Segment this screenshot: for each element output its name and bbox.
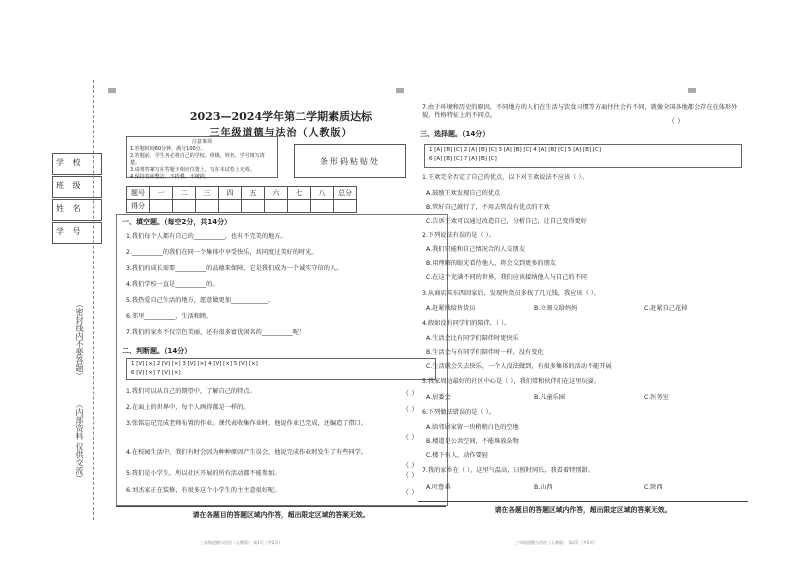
- choice-option[interactable]: C.告诉王欢可以通过改造自己，分析自己，让自己变得更好: [426, 218, 587, 225]
- choice-option[interactable]: C.楼下有人，动作要轻: [426, 452, 488, 459]
- choice-option[interactable]: A.生活会比有同学们陪伴时更快乐: [426, 335, 519, 342]
- choice-option[interactable]: B.儿童乐园: [534, 394, 565, 401]
- judge-question: 5.我们是小学生，所以社区开展的所有活动都不能参加。: [126, 470, 281, 477]
- score-cell[interactable]: [288, 200, 311, 213]
- score-cell: 七: [288, 187, 311, 200]
- score-cell: 四: [219, 187, 242, 200]
- choice-question: 5.我家周边最好的社区中心是（ ），我们常和伙伴们在这里玩耍。: [422, 378, 601, 385]
- notice-title: 注意事项: [191, 139, 212, 145]
- bottom-notice: 请在各题目的答题区域内作答，超出限定区域的答案无效。: [116, 506, 446, 519]
- seal-dashed-line: [93, 80, 94, 520]
- exam-title: 2023—2024学年第二学期素质达标: [189, 110, 373, 123]
- barcode-area: 条形码粘贴处: [294, 144, 406, 178]
- choice-option[interactable]: A.我们只能和自己情况合的人交朋友: [426, 246, 525, 253]
- judge-grid-row: 1 [V] [×] 2 [V] [×] 3 [V] [×] 4 [V] [×] 5 [V] [×]: [131, 361, 258, 367]
- score-cell: 总分: [334, 187, 357, 200]
- fill-question: 7.我们的家乡不仅宗色美丽，还有很多富优闲名的__________呢！: [126, 329, 306, 336]
- class-label: 班 级: [56, 181, 84, 190]
- score-cell[interactable]: [311, 200, 334, 213]
- score-value-row: [127, 200, 357, 213]
- judge-question: 4.在校园生活中，我们有时会因为种种原因产生误会，他说完成作业时发生了有些同学。: [126, 449, 368, 456]
- notice-line: 2.答题前，学生务必将自己的学校、班级、姓名、学号填写清楚。: [130, 153, 265, 166]
- page-footer: 三年级道德与法治（人教版） 第1页（共2页）: [200, 540, 283, 545]
- choice-question: 2.下列说法有误的是（ ）。: [422, 232, 495, 239]
- fill-question: 4.我们学校一直是__________的。: [126, 281, 219, 288]
- choice-question: 7.我的家乡在（ ），这里气温高，日照时间长，我看着特别甜。: [422, 467, 594, 474]
- choice-option[interactable]: A.吐鲁番: [426, 484, 451, 491]
- choice-option[interactable]: B.管好自己就行了，不用去管没有优点的王欢: [426, 204, 550, 211]
- page-footer: 三年级道德与法治（人教版） 第2页（共2页）: [515, 540, 598, 545]
- fill-question: 6.邻里__________，生活和睦。: [126, 313, 213, 320]
- section-judge-title: 二、判断题。（14分）: [122, 347, 192, 355]
- student-id-label: 学 号: [56, 227, 84, 236]
- score-cell: 得分: [127, 200, 150, 213]
- answer-paren[interactable]: （ ）: [402, 471, 419, 479]
- judge-answer-grid[interactable]: [126, 358, 436, 380]
- judge-question: 6.刘杰家正在装修，有很多这个小学生的主主意很好呢。: [126, 487, 281, 494]
- corner-mark: [396, 88, 404, 93]
- choice-question: 1.王欢完全否定了自己的优点，以下对王欢说法不应该（ ）。: [422, 174, 588, 181]
- corner-mark: [108, 88, 116, 93]
- exam-page-right: [414, 96, 752, 516]
- choice-grid-row: 1 [A] [B] [C] 2 [A] [B] [C] 3 [A] [B] [C] 4 [A] [B] [C] 5 [A] [B] [C]: [429, 147, 601, 153]
- choice-answer-grid[interactable]: [424, 144, 742, 168]
- score-cell: 题号: [127, 187, 150, 200]
- score-cell[interactable]: [196, 200, 219, 213]
- name-label: 姓 名: [56, 204, 84, 213]
- judge-question: 2.在面上的世界中，每个人画得都是一样的。: [126, 404, 250, 411]
- score-cell: 二: [173, 187, 196, 200]
- choice-question: 4.假如没有同学们的陪伴，（ ）。: [422, 320, 511, 327]
- judge-grid-row: 6 [V] [×] 7 [V] [×]: [131, 370, 181, 376]
- choice-option[interactable]: C.在这个充满不同的世界，我们应该接纳他人与自己的不同: [426, 274, 587, 281]
- choice-option[interactable]: C.赶紧自己花掉: [644, 305, 688, 312]
- score-cell[interactable]: [265, 200, 288, 213]
- choice-option[interactable]: C.陕西: [644, 484, 663, 491]
- school-label: 学 校: [56, 158, 84, 167]
- score-cell: 一: [150, 187, 173, 200]
- section-fill-title: 一、填空题。（每空2分，共14分）: [122, 218, 232, 226]
- exam-page-left: [112, 96, 450, 519]
- choice-question: 6.下列做法错误的是（ ）。: [422, 409, 495, 416]
- notice-line: 4.保持卷面整洁，不折叠，不破损。: [130, 174, 210, 180]
- choice-option[interactable]: A.居委会: [426, 394, 451, 401]
- notice-line: 3.请将答案写在答题卡相应位置上，写在本试卷上无效。: [130, 167, 255, 173]
- choice-option[interactable]: C.医务室: [644, 394, 669, 401]
- fill-question: 1.我们每个人都有自己的__________，也有不完美的地方。: [126, 233, 287, 240]
- score-cell[interactable]: [334, 200, 357, 213]
- choice-option[interactable]: A.给邻居家留一块稍稍白色的空地: [426, 424, 519, 431]
- score-cell: 三: [196, 187, 219, 200]
- score-cell[interactable]: [173, 200, 196, 213]
- score-header-row: [127, 187, 357, 200]
- fill-question: 5.我热爱自己生活的地方，愿意做更加____________。: [126, 297, 275, 304]
- answer-paren[interactable]: （ ）: [402, 433, 419, 441]
- choice-option[interactable]: B.楼道是公共空间，不能堆放杂物: [426, 438, 519, 445]
- notice-box: [126, 136, 278, 178]
- answer-paren[interactable]: （ ）: [402, 405, 419, 413]
- choice-option[interactable]: B.立刻交给妈妈: [534, 305, 578, 312]
- fill-question: 2.__________的我们在同一个集体中享受快乐，共同度过美好的时光。: [126, 249, 318, 256]
- choice-option[interactable]: A.鼓励王欢发现自己的优点: [426, 190, 501, 197]
- internal-note: （内部资料 仅供交流）: [75, 400, 84, 483]
- seal-line-text: （密封线内不要答题）: [75, 300, 84, 380]
- score-cell[interactable]: [242, 200, 265, 213]
- answer-paren[interactable]: （ ）: [402, 461, 419, 469]
- choice-option[interactable]: B.山西: [534, 484, 553, 491]
- choice-option[interactable]: C.生活就会失去快乐，一个人没法做到，有很多集体的活动不能开展: [426, 363, 612, 370]
- judge-question: 1.我们可以从自己的期望中，了解自己的特点。: [126, 388, 256, 395]
- notice-line: 1.答题时间60分钟，满分100分。: [130, 146, 206, 152]
- exam-subtitle: 三年级道德与法治（人教版）: [209, 128, 353, 139]
- corner-mark: [688, 88, 696, 93]
- score-cell[interactable]: [219, 200, 242, 213]
- choice-question: 3.从商店买东西回家后，发现售货员多找了几元钱，我应该（ ）。: [422, 290, 601, 297]
- score-cell[interactable]: [150, 200, 173, 213]
- score-cell: 六: [265, 187, 288, 200]
- section-choice-title: 三、选择题。（14分）: [420, 130, 490, 138]
- score-cell: 八: [311, 187, 334, 200]
- choice-grid-row: 6 [A] [B] [C] 7 [A] [B] [C]: [429, 156, 497, 162]
- choice-option[interactable]: B.用理解的眼光看待他人，将会交到更多的朋友: [426, 260, 556, 267]
- answer-paren[interactable]: （ ）: [402, 389, 419, 397]
- bottom-notice: 请在各题目的答题区域内作答，超出限定区域的答案无效。: [418, 501, 748, 514]
- judge-question-7: 7.由于环境和历史的原因，不同地方的人们在生活与饮食习惯等方面往往会有不同，就像全国各地都会存在在体形外貌，性格特征上的不同点。: [422, 104, 738, 119]
- judge-question: 3.张铭忘记完成老师布置的作业。课代表收集作业时，他说作业已完成，还编造了借口。: [126, 420, 368, 427]
- score-cell: 五: [242, 187, 265, 200]
- answer-paren[interactable]: （ ）: [402, 488, 419, 496]
- choice-option[interactable]: A.赶紧找给售货员: [426, 305, 476, 312]
- answer-paren[interactable]: （ ）: [668, 117, 685, 125]
- score-table: [126, 186, 357, 213]
- fill-question: 3.我们的成长需要__________的品德来保障，它是我们成为一个诚实守信的人。: [126, 265, 343, 272]
- choice-option[interactable]: B.生活会与有同学们陪伴时一样，没有变化: [426, 349, 544, 356]
